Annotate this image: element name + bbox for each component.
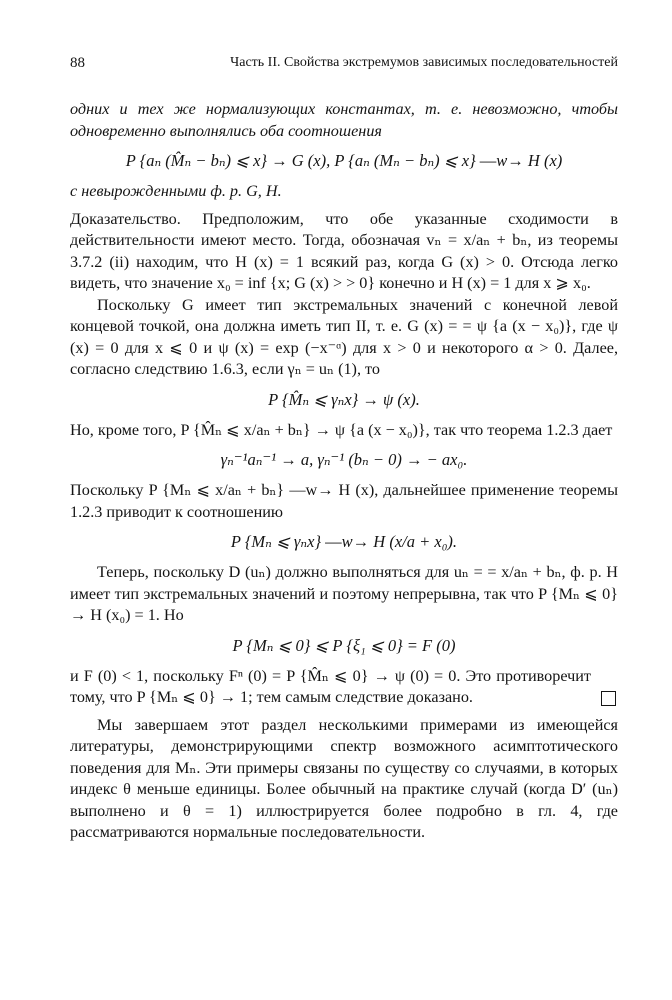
formula-4: P {Mₙ ⩽ γₙx} ―w→ H (x/a + x₀).	[230, 532, 458, 551]
paragraph-7: Мы завершаем этот раздел несколькими примерами из имеющейся литературы, демонстрирующими спектр возможного асимптотического поведения для Mₙ. Эти примеры связаны по существу со случаями, в которых индекс θ меньше единицы. Более обычный на практике случай (когда D′ (uₙ) выполнено и θ = 1) иллюстрируется более подробно в гл. 4, где рассматриваются нормальные последовательности.	[70, 715, 618, 841]
running-title: Часть II. Свойства экстремумов зависимых последовательностей	[230, 55, 618, 70]
after-formula-1-text: с невырожденными ф. р. G, H.	[70, 182, 282, 200]
qed-square-icon	[601, 691, 616, 706]
formula-2: P {M̂ₙ ⩽ γₙx} → ψ (x).	[268, 389, 420, 409]
running-header	[70, 55, 618, 77]
page-number: 88	[70, 55, 85, 71]
formula-5: P {Mₙ ⩽ 0} ⩽ P {ξ₁ ⩽ 0} = F (0)	[232, 635, 456, 655]
formula-1: P {aₙ (M̂ₙ − bₙ) ⩽ x} → G (x), P {aₙ (Mₙ − bₙ) ⩽ x} ―w→ H (x)	[125, 151, 563, 170]
paragraph-3: Но, кроме того, P {M̂ₙ ⩽ x/aₙ + bₙ} → ψ {a (x − x₀)}, так что теорема 1.2.3 дает	[70, 420, 613, 439]
paragraph-6: и F (0) < 1, поскольку Fⁿ (0) = P {M̂ₙ ⩽ 0} → ψ (0) = 0. Это противоречит тому, что P {Mₙ ⩽ 0} → 1; тем самым следствие доказано.	[70, 666, 591, 706]
paragraph-2: Поскольку G имеет тип экстремальных значений с конечной левой концевой точкой, она должна иметь тип II, т. е. G (x) = = ψ {a (x − x₀)}, где ψ (x) = 0 для x ⩽ 0 и ψ (x) = exp (−x⁻ᵅ) для x > 0 и некоторого α > 0. Далее, согласно следствию 1.6.3, если γₙ = uₙ (1), то	[70, 295, 618, 378]
page	[70, 55, 618, 844]
formula-3: γₙ⁻¹aₙ⁻¹ → a, γₙ⁻¹ (bₙ − 0) → − ax₀.	[220, 450, 468, 469]
paragraph-5: Теперь, поскольку D (uₙ) должно выполняться для uₙ = = x/aₙ + bₙ, ф. р. H имеет тип экстремальных значений и поэтому непрерывна, так что P {Mₙ ⩽ 0} → H (x₀) = 1. Но	[70, 563, 618, 624]
paragraph-4: Поскольку P {Mₙ ⩽ x/aₙ + bₙ} ―w→ H (x), дальнейшее применение теоремы 1.2.3 приводит к соотношению	[70, 481, 619, 521]
paragraph-6-block	[70, 666, 618, 709]
intro-italic-text: одних и тех же нормализующих константах, т. е. невозможно, чтобы одновременно выполнялись оба соотношения	[70, 100, 618, 140]
proof-paragraph: Доказательство. Предположим, что обе указанные сходимости в действительности имеют место. Тогда, обозначая vₙ = x/aₙ + bₙ, из теоремы 3.7.2 (ii) находим, что H (x) = 1 всякий раз, когда G (x) > 0. Отсюда легко видеть, что значение x₀ = inf {x; G (x) > > 0} конечно и H (x) = 1 для x ⩾ x₀.	[70, 209, 618, 292]
